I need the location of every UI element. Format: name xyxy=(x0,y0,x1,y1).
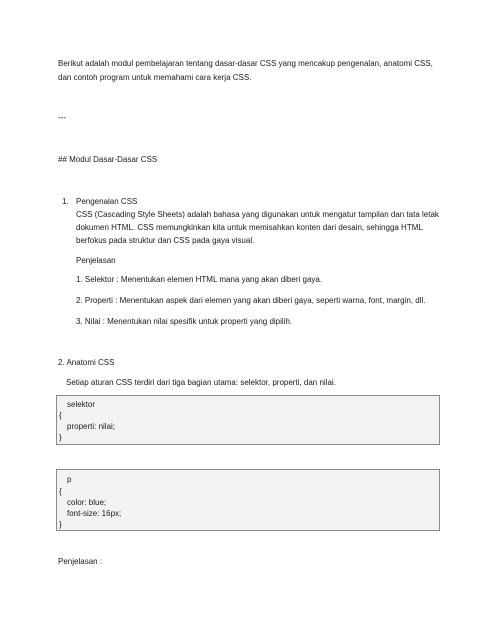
code1-declaration: properti: nilai; xyxy=(67,422,116,431)
section1-point-3: 3. Nilai : Menentukan nilai spesifik untuk properti yang dipilih. xyxy=(76,317,293,326)
section1-explanation-label: Penjelasan xyxy=(76,256,116,265)
code2-declaration-2: font-size: 16px; xyxy=(67,509,122,518)
section1-point-1: 1. Selektor : Menentukan elemen HTML mana yang akan diberi gaya. xyxy=(76,275,323,284)
section1-number: 1. xyxy=(62,197,69,206)
code1-close-brace: } xyxy=(59,433,62,442)
section2-explanation-label: Penjelasan : xyxy=(58,557,103,566)
section1-point-2: 2. Properti : Menentukan aspek dari elemen yang akan diberi gaya, seperti warna, font, margin, dll. xyxy=(76,296,426,305)
separator: --- xyxy=(58,113,66,122)
module-title: ## Modul Dasar-Dasar CSS xyxy=(58,155,158,164)
section2-intro: Setiap aturan CSS terdiri dari tiga bagian utama: selektor, properti, dan nilai. xyxy=(66,378,336,387)
code-block-2 xyxy=(56,469,440,531)
code1-open-brace: { xyxy=(59,411,62,420)
intro-line-2: dan contoh program untuk memahami cara kerja CSS. xyxy=(58,73,252,82)
section1-body-line-2: dokumen HTML. CSS memungkinkan kita untuk memisahkan konten dari desain, sehingga HTML xyxy=(76,223,423,232)
code2-selector: p xyxy=(67,475,72,484)
code-block-1 xyxy=(56,395,440,445)
section1-body-line-1: CSS (Cascading Style Sheets) adalah bahasa yang digunakan untuk mengatur tampilan dan tata letak xyxy=(76,210,439,219)
section1-heading: Pengenalan CSS xyxy=(76,197,138,206)
code2-close-brace: } xyxy=(59,520,62,529)
section1-body-line-3: berfokus pada struktur dan CSS pada gaya visual. xyxy=(76,236,255,245)
code2-open-brace: { xyxy=(59,487,62,496)
intro-line-1: Berikut adalah modul pembelajaran tentang dasar-dasar CSS yang mencakup pengenalan, anatomi CSS, xyxy=(58,59,433,68)
code2-declaration-1: color: blue; xyxy=(67,498,107,507)
section2-heading: 2. Anatomi CSS xyxy=(58,358,115,367)
code1-selector: selektor xyxy=(67,400,96,409)
